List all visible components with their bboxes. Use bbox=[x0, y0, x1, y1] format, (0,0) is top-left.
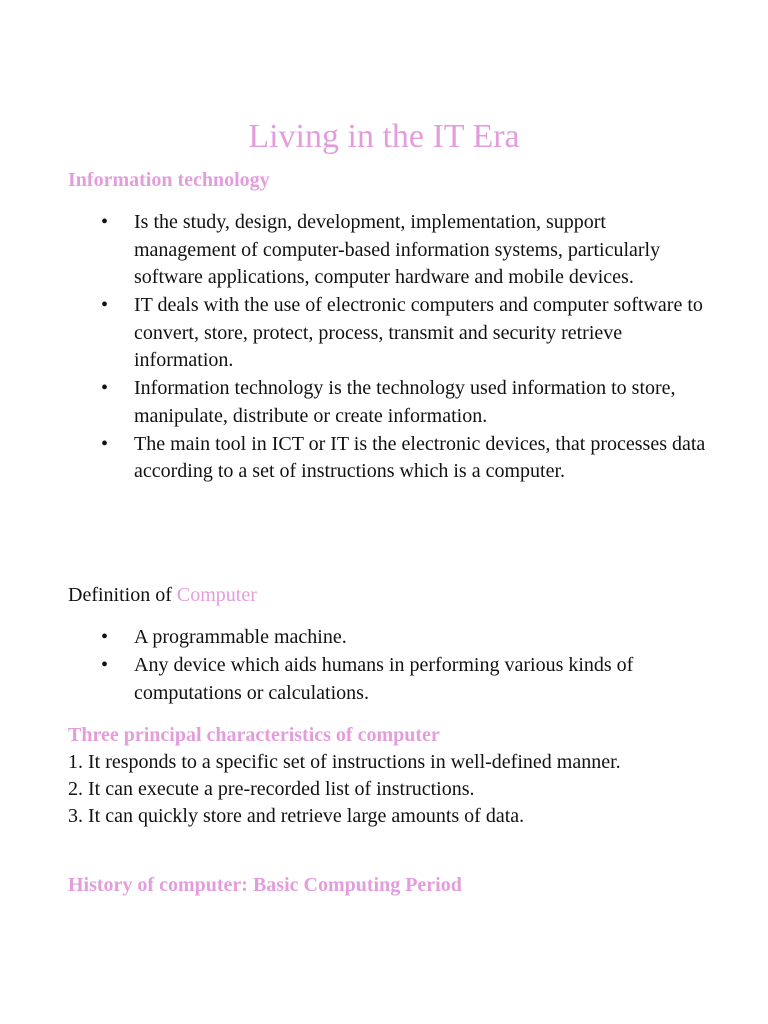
definition-bullet-list bbox=[68, 624, 708, 708]
list-item-text: Is the study, design, development, implementation, support management of computer-based information systems, particularly software applications, computer hardware and mobile devices. bbox=[134, 211, 661, 288]
bullet-icon: • bbox=[101, 377, 109, 399]
list-item: 2. It can execute a pre-recorded list of instructions. bbox=[68, 778, 475, 800]
list-item-text: The main tool in ICT or IT is the electronic devices, that processes data according to a set of instructions which is a computer. bbox=[134, 432, 706, 482]
list-item bbox=[68, 624, 708, 652]
bullet-icon: • bbox=[101, 294, 109, 316]
list-item bbox=[68, 209, 708, 292]
definition-prefix: Definition of bbox=[68, 584, 177, 606]
list-item-text: Information technology is the technology used information to store, manipulate, distribute or create information. bbox=[134, 377, 676, 427]
list-item bbox=[68, 652, 708, 707]
bullet-icon: • bbox=[101, 654, 109, 676]
definition-term: Computer bbox=[176, 584, 257, 606]
definition-heading bbox=[68, 582, 257, 608]
list-item-text: Any device which aids humans in performing various kinds of computations or calculations. bbox=[134, 654, 634, 704]
list-item-text: IT deals with the use of electronic computers and computer software to convert, store, protect, process, transmit and security retrieve information. bbox=[134, 294, 703, 371]
section-heading-information-technology: Information technology bbox=[68, 169, 270, 191]
bullet-icon: • bbox=[101, 432, 109, 455]
list-item bbox=[68, 292, 708, 375]
bullet-icon: • bbox=[101, 626, 109, 648]
page-title: Living in the IT Era bbox=[248, 118, 520, 155]
section-heading-characteristics: Three principal characteristics of computer bbox=[68, 724, 440, 746]
it-bullet-list bbox=[68, 209, 708, 486]
characteristics-list bbox=[68, 749, 621, 830]
section-heading-history: History of computer: Basic Computing Period bbox=[68, 874, 462, 896]
list-item bbox=[68, 431, 708, 486]
list-item: 1. It responds to a specific set of instructions in well-defined manner. bbox=[68, 751, 621, 773]
list-item: 3. It can quickly store and retrieve large amounts of data. bbox=[68, 805, 525, 827]
bullet-icon: • bbox=[101, 211, 109, 233]
list-item bbox=[68, 375, 708, 430]
list-item-text: A programmable machine. bbox=[134, 626, 347, 648]
